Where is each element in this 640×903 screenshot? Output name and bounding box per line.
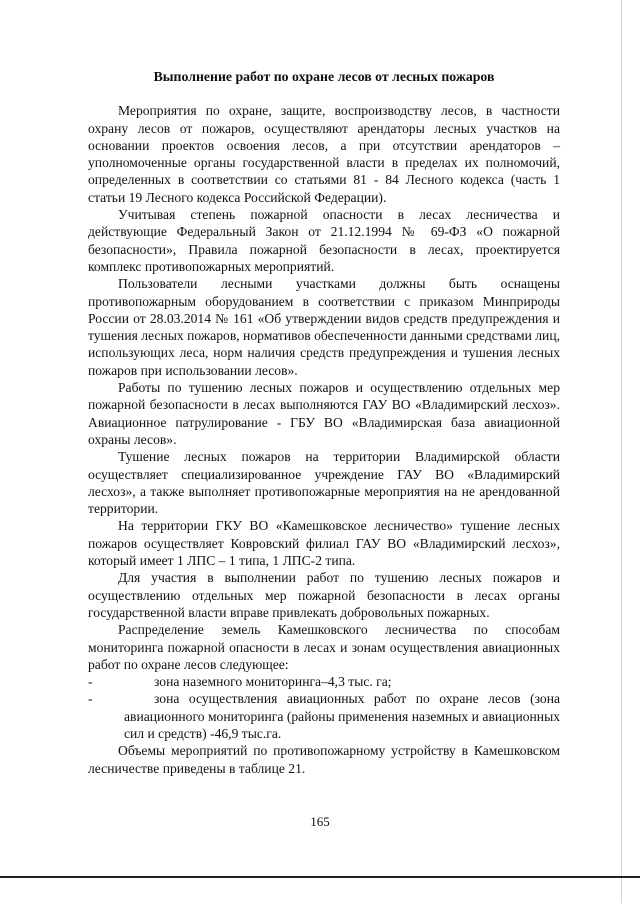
page-bottom-line [0,876,640,878]
document-content [88,68,560,777]
list-item [88,690,560,742]
paragraph: Для участия в выполнении работ по тушению лесных пожаров и осуществлению отдельных мер пожарной безопасности в лесах органы государственной власти вправе привлекать добровольных пожарных. [88,570,560,620]
list-item-text: зона осуществления авиационных работ по охране лесов (зона авиационного мониторинга (районы применения наземных и авиационных сил и средств) -46,9 тыс.га. [124,691,560,741]
list-item-text: зона наземного мониторинга–4,3 тыс. га; [154,674,392,690]
paragraph: Тушение лесных пожаров на территории Владимирской области осуществляет специализированное учреждение ГАУ ВО «Владимирский лесхоз», а также выполняет противопожарные мероприятия на не арендованной территории. [88,449,560,517]
paragraph: Пользователи лесными участками должны быть оснащены противопожарным оборудованием в соответствии с приказом Минприроды России от 28.03.2014 № 161 «Об утверждении видов средств предупреждения и тушения лесных пожаров, нормативов обеспеченности данными средствами лиц, использующих леса, норм наличия средств предупреждения и тушения лесных пожаров при использовании лесов». [88,276,560,378]
list-bullet: - [88,691,93,707]
paragraph: Учитывая степень пожарной опасности в лесах лесничества и действующие Федеральный Закон от 21.12.1994 № 69-ФЗ «О пожарной безопасности», Правила пожарной безопасности в лесах, проектируется комплекс противопожарных мероприятий. [88,207,560,274]
page-number: 165 [310,814,330,829]
page-edge-line [621,0,622,903]
paragraph: Мероприятия по охране, защите, воспроизводству лесов, в частности охрану лесов от пожаров, осуществляют арендаторы лесных участков на основании проектов освоения лесов, а при отсутствии арендаторов – уполномоченные органы государственной власти в пределах их полномочий, определенных в соответствии со статьями 81 - 84 Лесного кодекса (часть 1 статьи 19 Лесного кодекса Российской Федерации). [88,103,560,205]
paragraph: На территории ГКУ ВО «Камешковское лесничество» тушение лесных пожаров осуществляет Ковровский филиал ГАУ ВО «Владимирский лесхоз», который имеет 1 ЛПС – 1 типа, 1 ЛПС-2 типа. [88,518,560,569]
list-item [88,673,560,690]
paragraph: Работы по тушению лесных пожаров и осуществлению отдельных мер пожарной безопасности в лесах выполняются ГАУ ВО «Владимирский лесхоз». Авиационное патрулирование - ГБУ ВО «Владимирская база авиационной охраны лесов». [88,380,560,447]
paragraph: Распределение земель Камешковского лесничества по способам мониторинга пожарной опасности в лесах и зонам осуществления авиационных работ по охране лесов следующее: [88,622,560,672]
paragraph: Объемы мероприятий по противопожарному устройству в Камешковском лесничестве приведены в таблице 21. [88,743,560,776]
list-bullet: - [88,674,93,690]
section-title: Выполнение работ по охране лесов от лесных пожаров [153,69,495,84]
